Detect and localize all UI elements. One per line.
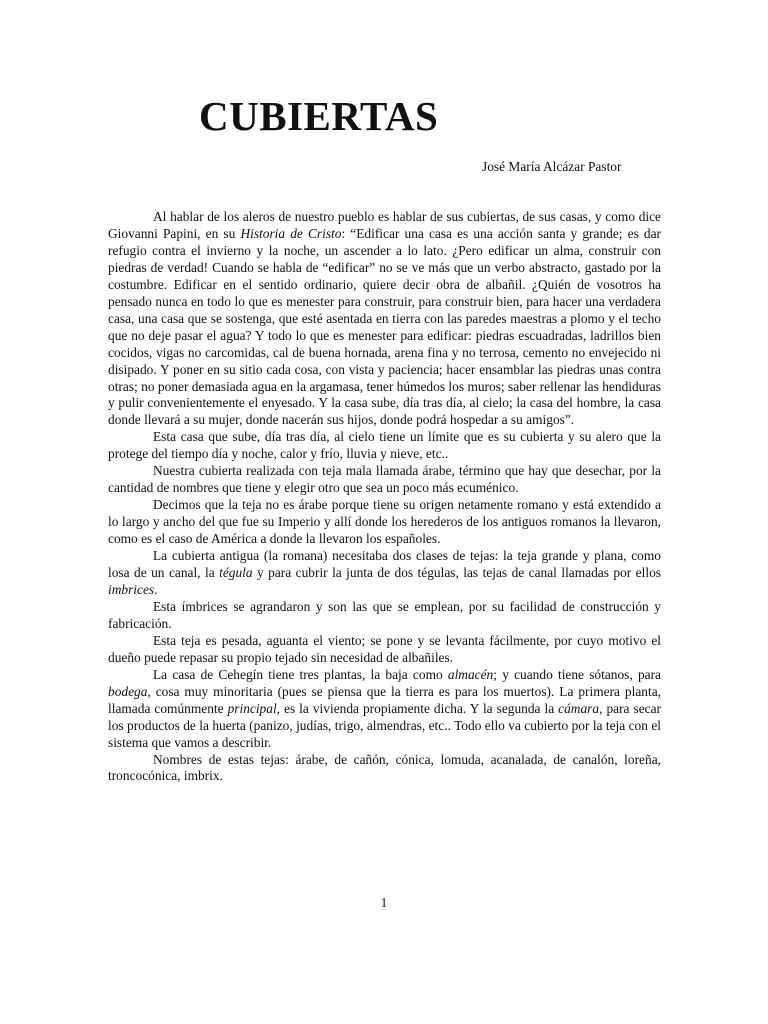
italic-text: almacén — [447, 666, 494, 682]
body-paragraph — [108, 752, 661, 786]
text-run: Decimos que la teja no es árabe porque tiene su origen netamente romano y está extendido a lo largo y ancho del que fue su Imperio y allí donde los herederos de los antiguos romanos la llevaron, como es el caso de América a donde la llevaron los españoles. — [108, 497, 661, 547]
text-run: Al hablar de los aleros de nuestro pueblo es hablar de sus cubiertas, de sus casas, y como dice Giovanni Papini, en su — [108, 209, 661, 241]
text-run: Nombres de estas tejas: árabe, de cañón, cónica, lomuda, acanalada, de canalón, loreña, troncocónica, imbrix. — [108, 751, 661, 784]
text-run: Nuestra cubierta realizada con teja mala llamada árabe, término que hay que desechar, por la cantidad de nombres que tiene y elegir otro que sea un poco más ecuménico. — [108, 463, 661, 496]
body-text — [108, 209, 661, 785]
text-run: La cubierta antigua (la romana) necesitaba dos clases de tejas: la teja grande y plana, como losa de un canal, la — [108, 548, 661, 581]
body-paragraph — [108, 667, 661, 752]
author-name: José María Alcázar Pastor — [482, 159, 622, 174]
body-paragraph — [108, 548, 661, 599]
text-run: . — [154, 581, 158, 597]
italic-text: principal — [227, 700, 277, 716]
italic-text: cámara — [558, 700, 600, 716]
body-paragraph — [108, 633, 661, 667]
text-run: , para secar los productos de la huerta (panizo, judías, trigo, almendras, etc.. Todo ello va cubierto por la teja con el sistema que vamos a describir. — [108, 700, 661, 750]
text-run: Esta ímbrices se agrandaron y son las que se emplean, por su facilidad de construcción y fabricación. — [108, 598, 661, 631]
text-run: y para cubrir la junta de dos tégulas, las tejas de canal llamadas por ellos — [252, 565, 661, 581]
body-paragraph — [108, 599, 661, 633]
italic-text: bodega — [108, 683, 148, 699]
body-paragraph — [108, 463, 661, 497]
body-paragraph — [108, 429, 661, 463]
body-paragraph — [108, 497, 661, 548]
text-run: Esta casa que sube, día tras día, al cielo tiene un límite que es su cubierta y su alero que la protege del tiempo día y noche, calor y frío, lluvia y nieve, etc.. — [108, 429, 661, 462]
italic-text: Historia de Cristo — [240, 225, 342, 241]
text-run: , es la vivienda propiamente dicha. Y la segunda la — [276, 700, 559, 716]
text-run: Esta teja es pesada, aguanta el viento; se pone y se levanta fácilmente, por cuyo motivo el dueño puede repasar su propio tejado sin necesidad de albañiles. — [108, 632, 661, 665]
page-number: 1 — [380, 895, 388, 910]
text-run: La casa de Cehegín tiene tres plantas, la baja como — [153, 666, 448, 682]
text-run: , cosa muy minoritaria (pues se piensa que la tierra es para los muertos). La primera planta, llamada comúnmente — [108, 683, 661, 716]
italic-text: tégula — [219, 565, 253, 581]
text-run: : “Edificar una casa es una acción santa y grande; es dar refugio contra el invierno y la noche, un ascender a lo lato. ¿Pero edificar un alma, construir con piedras de verdad! Cuando se habla de “edificar” no se ve más que un verbo abstracto, gastado por la costumbre. Edificar en el sentido ordinario, quiere decir obra de albañil. ¿Quién de vosotros ha pensado nunca en todo lo que es menester para construir, para construir bien, para hacer una verdadera casa, una casa que se sostenga, que esté asentada en tierra con las paredes maestras a plomo y el techo que no deje pasar el agua? Y todo lo que es menester para edificar: piedras escuadradas, ladrillos bien cocidos, vigas no carcomidas, cal de buena hornada, arena fina y no terrosa, cemento no envejecido ni disipado. Y poner en su sitio cada cosa, con vista y paciencia; hacer ensamblar las piedras unas contra otras; no poner demasiada agua en la argamasa, tener húmedos los muros; saber rellenar las hendiduras y pulir convenientemente el enyesado. Y la casa sube, día tras día, al cielo; la casa del hombre, la casa donde llevará a su mujer, donde nacerán sus hijos, donde podrá hospedar a su amigos”. — [108, 225, 662, 428]
italic-text: imbrices — [108, 581, 155, 597]
text-run: ; y cuando tiene sótanos, para — [493, 666, 661, 682]
body-paragraph — [108, 209, 661, 429]
page-title: CUBIERTAS — [199, 93, 439, 139]
